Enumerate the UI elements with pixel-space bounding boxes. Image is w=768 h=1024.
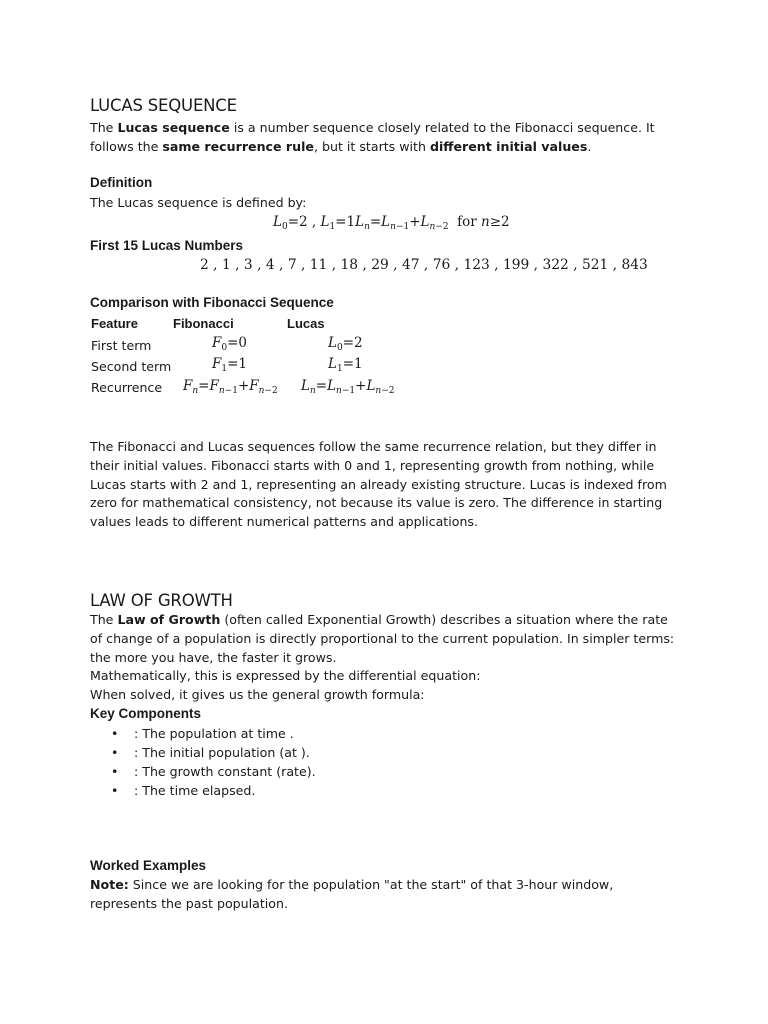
lucas-number: 322	[542, 257, 569, 273]
fib-first-term: $F_0=0$	[212, 335, 248, 353]
lucas-number: 76	[432, 257, 451, 273]
comparison-heading: Comparison with Fibonacci Sequence	[90, 295, 334, 310]
definition-heading: Definition	[90, 175, 153, 190]
table-header-feature: Feature	[91, 316, 138, 331]
lucas-number: 843	[621, 257, 648, 273]
lucas-number: 18	[340, 257, 359, 273]
table-row-recurrence: Recurrence	[91, 380, 163, 395]
lucas-number: 47	[401, 257, 420, 273]
lucas-second-term: $L_1=1$	[328, 356, 363, 374]
list-item: • : The time elapsed.	[111, 783, 256, 798]
bullet-icon: •	[111, 726, 119, 741]
list-item: • : The growth constant (rate).	[111, 764, 316, 779]
lucas-first-term: $L_0=2$	[328, 335, 363, 353]
fib-second-term: $F_1=1$	[212, 356, 248, 374]
table-header-lucas: Lucas	[287, 316, 325, 331]
growth-intro-paragraph: The Law of Growth (often called Exponential Growth) describes a situation where the rate of change of a population is directly proportional to the current population. In simpler terms: the more you have, the faster it grows.	[90, 612, 675, 665]
definition-formula: $L_0=2$ , $L_1=1L_n=L_{n-1}+L_{n-2}$ for n≥2	[273, 214, 510, 232]
bullet-icon: •	[111, 764, 119, 779]
table-row-first-term: First term	[91, 338, 152, 353]
fib-recurrence: $F_n=F_{n-1}+F_{n-2}$	[183, 378, 278, 396]
first15-heading: First 15 Lucas Numbers	[90, 238, 244, 253]
key-components-heading: Key Components	[90, 706, 202, 721]
list-item: • : The initial population (at ).	[111, 745, 310, 760]
table-row-second-term: Second term	[91, 359, 172, 374]
bullet-icon: •	[111, 745, 119, 760]
lucas-number: 521	[581, 257, 609, 273]
table-header-fibonacci: Fibonacci	[173, 316, 234, 331]
lucas-comparison-paragraph: The Fibonacci and Lucas sequences follow the same recurrence relation, but they differ in their initial values. Fibonacci starts with 0 and 1, representing growth from nothing, while Lucas starts with 2 and 1, representing an already existing structure. Lucas is indexed from zero for mathematical consistency, not because its value is zero. The difference in starting values leads to different numerical patterns and applications.	[90, 439, 667, 530]
growth-math-line: Mathematically, this is expressed by the differential equation:	[90, 668, 481, 683]
lucas-number: 3	[243, 257, 253, 273]
growth-solved-line: When solved, it gives us the general growth formula:	[90, 687, 425, 702]
worked-examples-heading: Worked Examples	[90, 858, 207, 873]
lucas-numbers-list: 2 , 1 , 3 , 4 , 7 , 11 , 18 , 29 , 47 , 76 , 123 , 199 , 322 , 521 , 843	[200, 257, 648, 273]
lucas-number: 7	[287, 257, 297, 273]
bullet-icon: •	[111, 783, 119, 798]
lucas-number: 11	[309, 257, 328, 273]
lucas-number: 2	[200, 257, 209, 273]
worked-note-paragraph: Note: Since we are looking for the population "at the start" of that 3-hour window, represents the past population.	[90, 877, 614, 911]
key-components-list	[90, 724, 490, 800]
list-item: • : The population at time .	[111, 726, 294, 741]
lucas-number: 1	[221, 257, 231, 273]
lucas-number: 29	[371, 257, 389, 273]
definition-text: The Lucas sequence is defined by:	[90, 195, 307, 210]
lucas-number: 123	[463, 257, 490, 273]
lucas-recurrence: $L_n=L_{n-1}+L_{n-2}$	[301, 378, 395, 396]
lucas-number: 4	[265, 257, 275, 273]
section-title-lucas: LUCAS SEQUENCE	[90, 96, 237, 115]
lucas-number: 199	[502, 257, 530, 273]
lucas-intro-paragraph: The Lucas sequence is a number sequence closely related to the Fibonacci sequence. It follows the same recurrence rule, but it starts with different initial values.	[90, 120, 655, 154]
comparison-table	[90, 316, 490, 406]
section-title-growth: LAW OF GROWTH	[90, 591, 233, 610]
